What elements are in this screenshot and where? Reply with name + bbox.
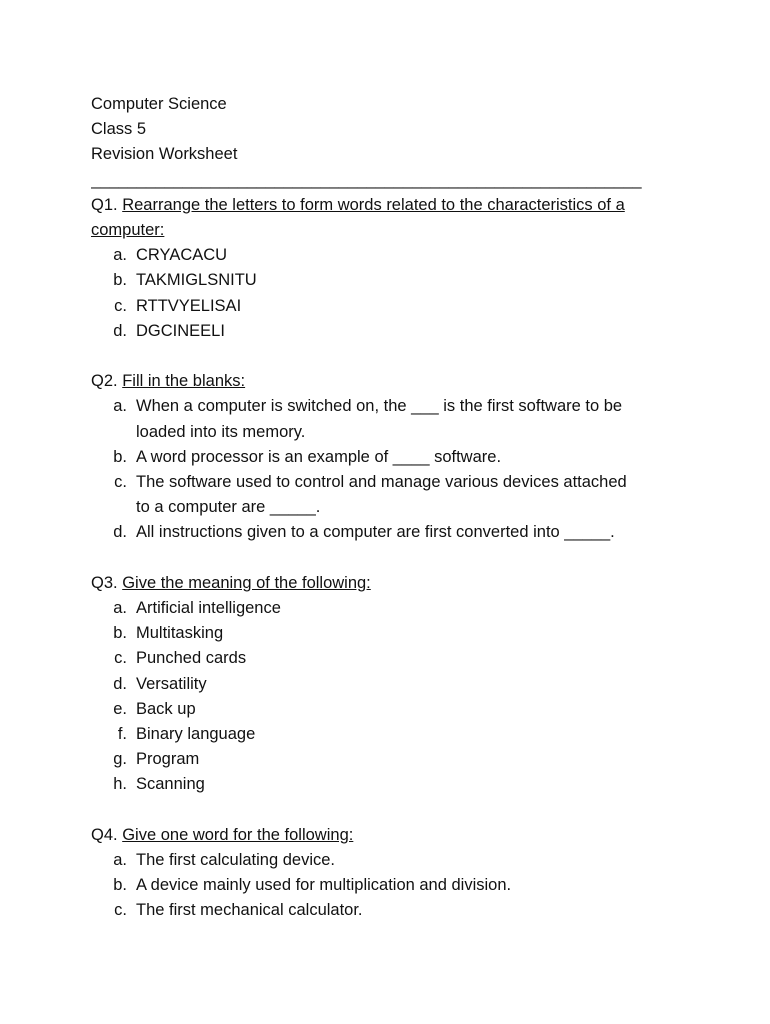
item-marker: b. bbox=[113, 447, 127, 466]
spacer bbox=[91, 344, 710, 369]
question-items bbox=[91, 394, 636, 545]
header-divider: ____________________________________________________________ bbox=[91, 170, 642, 189]
list-item bbox=[91, 646, 710, 671]
item-marker: c. bbox=[114, 473, 127, 492]
list-item bbox=[91, 268, 710, 293]
question-items bbox=[91, 243, 710, 344]
list-item bbox=[91, 621, 710, 646]
question-items bbox=[91, 596, 710, 798]
item-marker: a. bbox=[113, 397, 127, 416]
question-number: Q1. bbox=[91, 195, 118, 214]
item-text: The software used to control and manage various devices attached to a computer are _____. bbox=[136, 473, 627, 517]
list-item bbox=[91, 873, 710, 898]
question-title: Give one word for the following: bbox=[122, 825, 354, 844]
item-text: When a computer is switched on, the ___ is the first software to be loaded into its memory. bbox=[136, 397, 623, 441]
item-text: A word processor is an example of ____ software. bbox=[136, 447, 502, 466]
question-items bbox=[91, 848, 710, 924]
item-marker: a. bbox=[113, 599, 127, 618]
question-3 bbox=[91, 571, 710, 798]
item-text: Versatility bbox=[136, 674, 207, 693]
item-text: Scanning bbox=[136, 775, 205, 794]
item-text: Program bbox=[136, 750, 200, 769]
list-item bbox=[91, 294, 710, 319]
item-text: RTTVYELISAI bbox=[136, 296, 242, 315]
list-item bbox=[91, 747, 710, 772]
list-item bbox=[91, 470, 636, 520]
item-marker: c. bbox=[114, 901, 127, 920]
item-marker: e. bbox=[113, 699, 127, 718]
list-item bbox=[91, 848, 710, 873]
item-marker: c. bbox=[114, 649, 127, 668]
item-marker: d. bbox=[113, 523, 127, 542]
item-text: Punched cards bbox=[136, 649, 247, 668]
question-4 bbox=[91, 823, 710, 924]
question-number: Q4. bbox=[91, 825, 118, 844]
question-number: Q3. bbox=[91, 573, 118, 592]
item-text: The first calculating device. bbox=[136, 851, 336, 870]
question-2 bbox=[91, 369, 710, 545]
list-item bbox=[91, 394, 636, 444]
question-1 bbox=[91, 193, 710, 344]
question-title: Give the meaning of the following: bbox=[122, 573, 371, 592]
list-item bbox=[91, 445, 636, 470]
spacer bbox=[91, 798, 710, 823]
item-text: All instructions given to a computer are first converted into _____. bbox=[136, 523, 615, 542]
item-marker: a. bbox=[113, 246, 127, 265]
item-marker: d. bbox=[113, 674, 127, 693]
list-item bbox=[91, 772, 710, 797]
list-item bbox=[91, 898, 710, 923]
question-title: Rearrange the letters to form words related to the characteristics of a computer: bbox=[91, 195, 625, 240]
list-item bbox=[91, 722, 710, 747]
item-text: Binary language bbox=[136, 725, 256, 744]
list-item bbox=[91, 319, 710, 344]
item-text: Back up bbox=[136, 699, 196, 718]
list-item bbox=[91, 596, 710, 621]
item-marker: d. bbox=[113, 321, 127, 340]
list-item bbox=[91, 672, 710, 697]
item-text: The first mechanical calculator. bbox=[136, 901, 363, 920]
list-item bbox=[91, 243, 710, 268]
item-text: DGCINEELI bbox=[136, 321, 225, 340]
item-marker: c. bbox=[114, 296, 127, 315]
item-marker: g. bbox=[113, 750, 127, 769]
item-text: A device mainly used for multiplication and division. bbox=[136, 876, 512, 895]
class-heading: Class 5 bbox=[91, 120, 147, 139]
question-title: Fill in the blanks: bbox=[122, 372, 246, 391]
item-text: CRYACACU bbox=[136, 246, 228, 265]
item-marker: a. bbox=[113, 851, 127, 870]
item-text: Multitasking bbox=[136, 624, 224, 643]
item-marker: b. bbox=[113, 271, 127, 290]
item-marker: b. bbox=[113, 876, 127, 895]
item-marker: b. bbox=[113, 624, 127, 643]
list-item bbox=[91, 520, 636, 545]
list-item bbox=[91, 697, 710, 722]
item-text: TAKMIGLSNITU bbox=[136, 271, 257, 290]
question-number: Q2. bbox=[91, 372, 118, 391]
item-marker: h. bbox=[113, 775, 127, 794]
worksheet-title: Revision Worksheet bbox=[91, 145, 238, 164]
spacer bbox=[91, 546, 710, 571]
subject-heading: Computer Science bbox=[91, 95, 227, 113]
item-marker: f. bbox=[117, 725, 127, 744]
item-text: Artificial intelligence bbox=[136, 599, 281, 618]
